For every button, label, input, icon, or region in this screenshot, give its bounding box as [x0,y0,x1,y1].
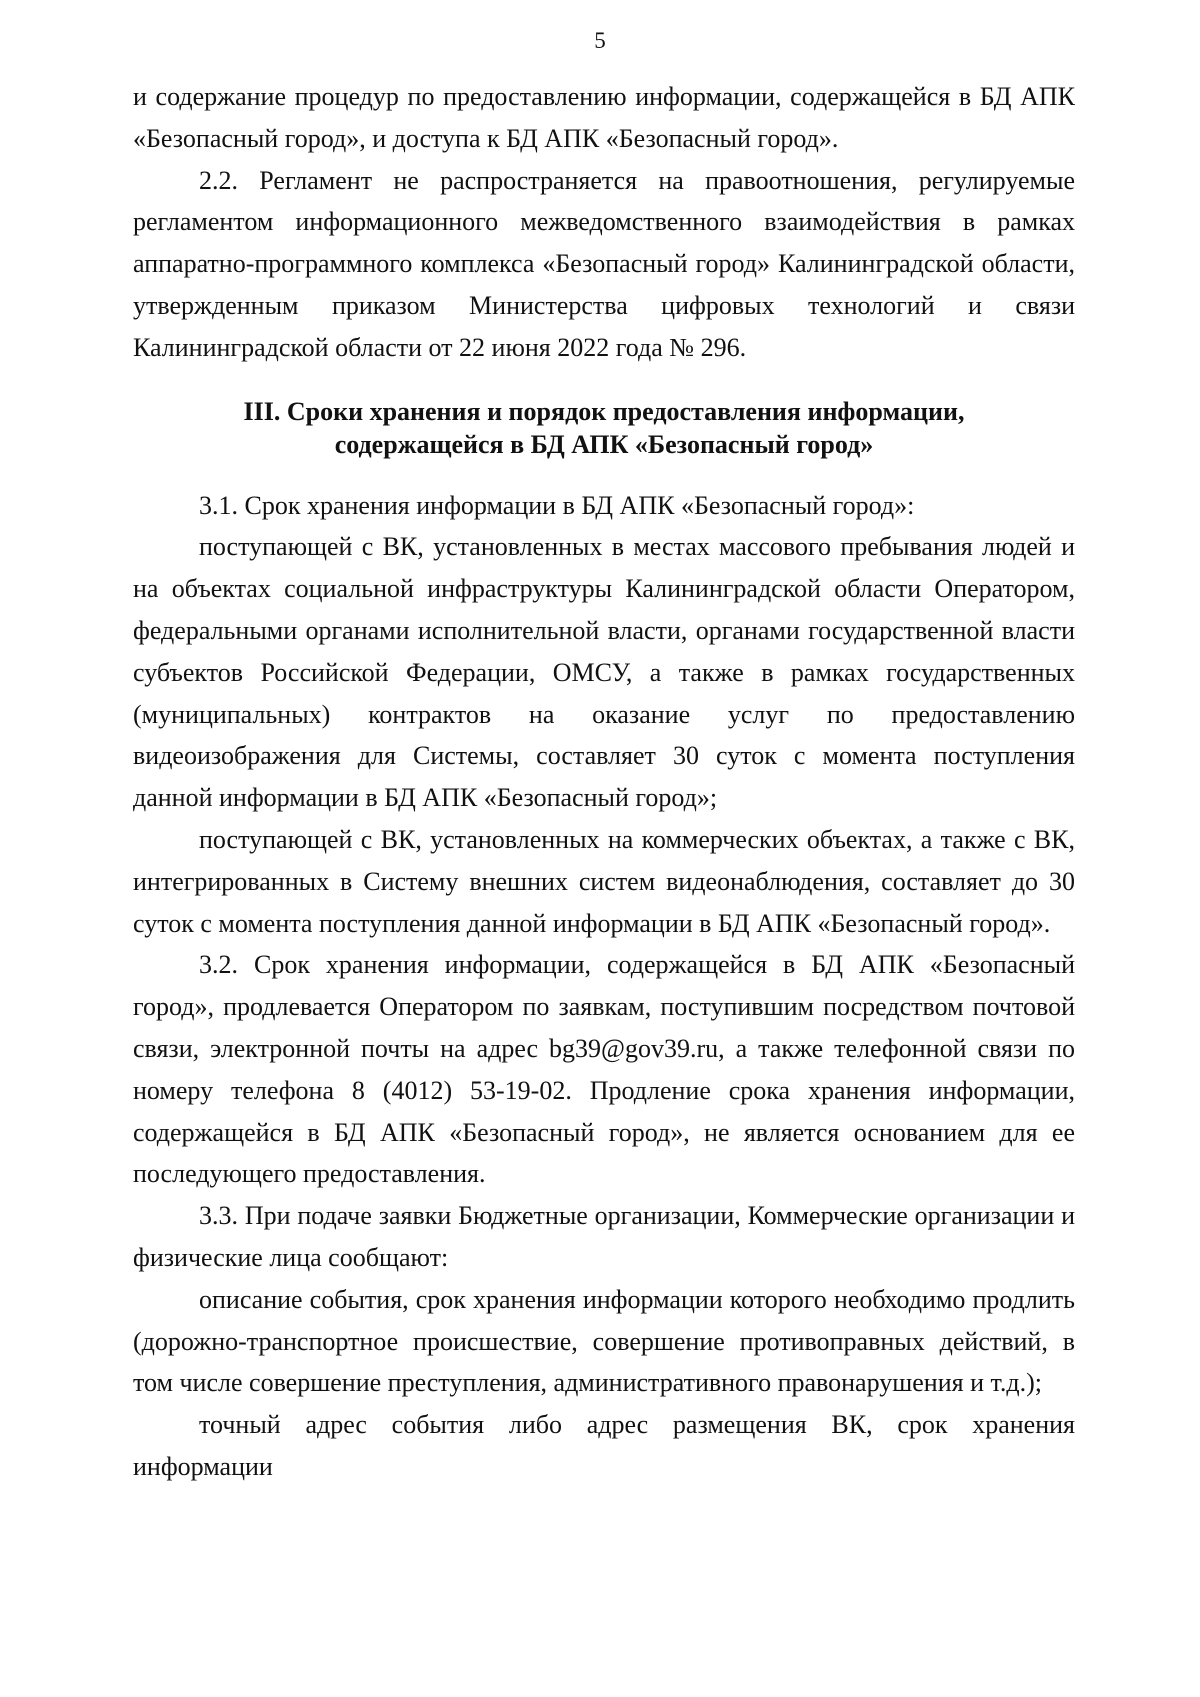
paragraph-3-1: 3.1. Срок хранения информации в БД АПК «Безопасный город»: [199,490,915,520]
section-heading-line-2: содержащейся в БД АПК «Безопасный город» [334,429,874,459]
paragraph-3-3-item-b: точный адрес события либо адрес размещения ВК, срок хранения информации [133,1410,1075,1481]
continuation-paragraph: и содержание процедур по предоставлению информации, содержащейся в БД АПК «Безопасный город», и доступа к БД АПК «Безопасный город». [133,82,1075,153]
paragraph-3-2: 3.2. Срок хранения информации, содержащейся в БД АПК «Безопасный город», продлевается Оператором по заявкам, поступившим посредством почтовой связи, электронной почты на адрес bg39@gov39.ru, а также телефонной связи по номеру телефона 8 (4012) 53-19-02. Продление срока хранения информации, содержащейся в БД АПК «Безопасный город», не является основанием для ее последующего предоставления. [133,950,1075,1189]
paragraph-2-2: 2.2. Регламент не распространяется на правоотношения, регулируемые регламентом информационного межведомственного взаимодействия в рамках аппаратно-программного комплекса «Безопасный город» Калининградской области, утвержденным приказом Министерства цифровых технологий и связи Калининградской области от 22 июня 2022 года № 296. [133,165,1075,362]
page-number: 5 [594,28,606,53]
document-body [133,76,1075,1488]
paragraph-3-3-item-a: описание события, срок хранения информации которого необходимо продлить (дорожно-транспортное происшествие, совершение противоправных действий, в том числе совершение преступления, административного правонарушения и т.д.); [133,1284,1075,1398]
paragraph-3-3: 3.3. При подаче заявки Бюджетные организации, Коммерческие организации и физические лица сообщают: [133,1201,1075,1272]
section-heading [133,395,1075,461]
paragraph-3-1-item-b: поступающей с ВК, установленных на коммерческих объектах, а также с ВК, интегрированных в Систему внешних систем видеонаблюдения, составляет до 30 суток с момента поступления данной информации в БД АПК «Безопасный город». [133,824,1075,938]
section-heading-line-1: III. Сроки хранения и порядок предоставления информации, [243,396,965,426]
paragraph-3-1-item-a: поступающей с ВК, установленных в местах массового пребывания людей и на объектах социальной инфраструктуры Калининградской области Оператором, федеральными органами исполнительной власти, органами государственной власти субъектов Российской Федерации, ОМСУ, а также в рамках государственных (муниципальных) контрактов на оказание услуг по предоставлению видеоизображения для Системы, составляет 30 суток с момента поступления данной информации в БД АПК «Безопасный город»; [133,532,1075,813]
